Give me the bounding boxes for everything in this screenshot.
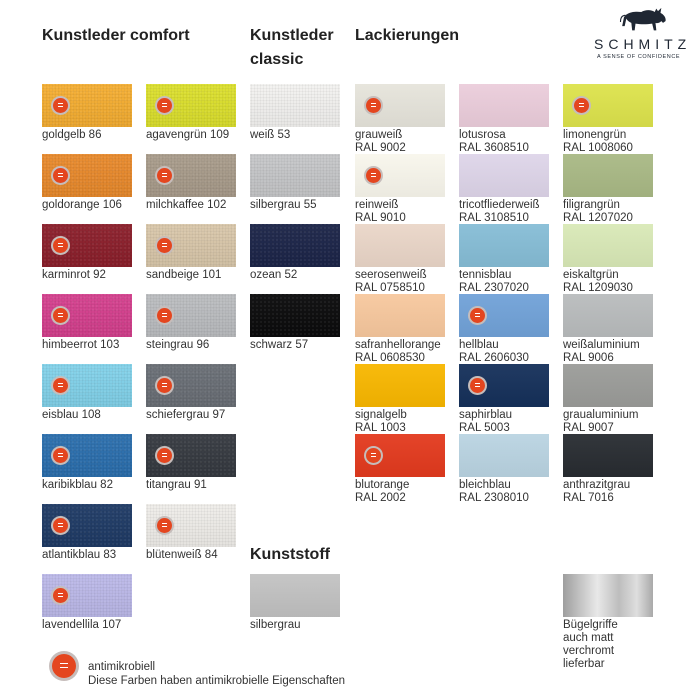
swatch-label	[459, 479, 529, 505]
color-chip	[146, 224, 236, 267]
ral-code: RAL 1003	[355, 422, 406, 434]
color-chip	[250, 574, 340, 617]
swatch-name: goldorange 106	[42, 199, 122, 211]
swatch-ozean-52	[250, 224, 354, 294]
swatch-name: karibikblau 82	[42, 479, 113, 491]
swatch-weissaluminium	[563, 294, 667, 364]
color-chip	[42, 434, 132, 477]
swatch-schiefergrau-97	[146, 364, 250, 434]
note-line: lieferbar	[563, 658, 605, 670]
chrome-handles-note	[563, 619, 618, 671]
color-chip	[563, 434, 653, 477]
color-chip	[250, 154, 340, 197]
antimicrobial-icon	[155, 516, 174, 535]
ral-code: RAL 2308010	[459, 492, 529, 504]
swatch-tricotfliederweiss	[459, 154, 563, 224]
swatch-label	[563, 479, 630, 505]
swatch-kunststoff-silbergrau	[250, 574, 354, 644]
swatch-name: schwarz 57	[250, 339, 309, 351]
swatch-goldorange-106	[42, 154, 146, 224]
brand-tagline: A SENSE OF CONFIDENCE	[597, 54, 681, 60]
color-chip	[42, 294, 132, 337]
antimicrobial-icon	[364, 166, 383, 185]
swatch-hellblau	[459, 294, 563, 364]
legend	[88, 660, 345, 688]
color-chip	[250, 224, 340, 267]
swatch-name: limonengrün	[563, 129, 627, 141]
swatch-agavengruen-109	[146, 84, 250, 154]
swatch-name: eisblau 108	[42, 409, 101, 421]
brand-logo	[590, 4, 694, 64]
swatch-atlantikblau-83	[42, 504, 146, 574]
ral-code: RAL 7016	[563, 492, 614, 504]
ral-code: RAL 2606030	[459, 352, 529, 364]
ral-code: RAL 1008060	[563, 142, 633, 154]
swatch-name: filigrangrün	[563, 199, 620, 211]
color-chip	[146, 504, 236, 547]
swatch-name: graualuminium	[563, 409, 639, 421]
swatch-safranhellorange	[355, 294, 459, 364]
swatch-chrome-handles	[563, 574, 667, 674]
swatch-seerosenweiss	[355, 224, 459, 294]
color-chip	[146, 294, 236, 337]
color-chip	[563, 154, 653, 197]
swatch-name: grauweiß	[355, 129, 403, 141]
antimicrobial-icon	[49, 651, 79, 681]
color-chip	[42, 574, 132, 617]
swatch-filigrangruen	[563, 154, 667, 224]
swatch-eiskaltgruen	[563, 224, 667, 294]
swatch-graualuminium	[563, 364, 667, 434]
color-chip	[42, 224, 132, 267]
swatch-reinweiss	[355, 154, 459, 224]
ral-code: RAL 2307020	[459, 282, 529, 294]
swatch-sandbeige-101	[146, 224, 250, 294]
swatch-name: sandbeige 101	[146, 269, 222, 281]
swatch-name: steingrau 96	[146, 339, 210, 351]
color-chip	[563, 224, 653, 267]
swatch-silbergrau-55	[250, 154, 354, 224]
color-chip	[355, 364, 445, 407]
color-chip	[563, 84, 653, 127]
swatch-label	[355, 129, 406, 155]
swatch-steingrau-96	[146, 294, 250, 364]
antimicrobial-icon	[51, 306, 70, 325]
swatch-bleichblau	[459, 434, 563, 504]
ral-code: RAL 0608530	[355, 352, 425, 364]
note-line: verchromt	[563, 645, 615, 657]
ral-code: RAL 2002	[355, 492, 406, 504]
antimicrobial-icon	[51, 96, 70, 115]
color-chip	[355, 294, 445, 337]
antimicrobial-icon	[155, 306, 174, 325]
swatch-name: tricotfliederweiß	[459, 199, 540, 211]
ral-code: RAL 3108510	[459, 212, 529, 224]
swatch-karibikblau-82	[42, 434, 146, 504]
swatch-lotusrosa	[459, 84, 563, 154]
swatch-milchkaffee-102	[146, 154, 250, 224]
swatch-label	[355, 199, 406, 225]
ral-code: RAL 9006	[563, 352, 614, 364]
swatch-schwarz-57	[250, 294, 354, 364]
color-chip	[42, 504, 132, 547]
swatch-label	[355, 409, 407, 435]
antimicrobial-icon	[51, 376, 70, 395]
swatch-weiss-53	[250, 84, 354, 154]
swatch-name: weißaluminium	[563, 339, 640, 351]
swatch-label	[563, 199, 633, 225]
note-line: Bügelgriffe	[563, 619, 618, 631]
ral-code: RAL 9010	[355, 212, 406, 224]
swatch-name: blütenweiß 84	[146, 549, 218, 561]
ral-code: RAL 0758510	[355, 282, 425, 294]
antimicrobial-icon	[51, 166, 70, 185]
ral-code: RAL 9002	[355, 142, 406, 154]
color-chip	[355, 84, 445, 127]
swatch-name: lavendellila 107	[42, 619, 122, 631]
antimicrobial-icon	[364, 96, 383, 115]
antimicrobial-icon	[155, 376, 174, 395]
swatch-name: atlantikblau 83	[42, 549, 117, 561]
ral-code: RAL 9007	[563, 422, 614, 434]
swatch-label	[459, 409, 512, 435]
heading-kunststoff: Kunststoff	[250, 546, 330, 563]
swatch-label	[459, 269, 529, 295]
color-chip	[563, 294, 653, 337]
color-chip	[146, 434, 236, 477]
swatch-name: silbergrau 55	[250, 199, 317, 211]
antimicrobial-icon	[51, 446, 70, 465]
color-chip	[146, 84, 236, 127]
color-chip	[355, 154, 445, 197]
swatch-name: reinweiß	[355, 199, 399, 211]
swatch-label	[563, 339, 640, 365]
ral-code: RAL 1207020	[563, 212, 633, 224]
color-chip	[42, 364, 132, 407]
ral-code: RAL 5003	[459, 422, 510, 434]
color-chip	[459, 364, 549, 407]
swatch-himbeerrot-103	[42, 294, 146, 364]
swatch-blutorange	[355, 434, 459, 504]
antimicrobial-icon	[155, 166, 174, 185]
swatch-eisblau-108	[42, 364, 146, 434]
heading-kunstleder-comfort: Kunstleder comfort	[42, 27, 190, 44]
antimicrobial-icon	[468, 376, 487, 395]
heading-lackierungen: Lackierungen	[355, 27, 460, 44]
color-chip	[146, 364, 236, 407]
swatch-lavendellila-107	[42, 574, 146, 644]
color-chip	[563, 364, 653, 407]
legend-description: Diese Farben haben antimikrobielle Eigenschaften	[88, 675, 345, 687]
color-chip	[459, 154, 549, 197]
swatch-karminrot-92	[42, 224, 146, 294]
swatch-name: ozean 52	[250, 269, 298, 281]
color-chip	[459, 294, 549, 337]
swatch-name: milchkaffee 102	[146, 199, 227, 211]
swatch-name: safranhellorange	[355, 339, 441, 351]
antimicrobial-icon	[364, 446, 383, 465]
bull-icon	[618, 6, 668, 33]
color-chip	[146, 154, 236, 197]
swatch-name: karminrot 92	[42, 269, 106, 281]
swatch-name: hellblau	[459, 339, 499, 351]
swatch-name: weiß 53	[250, 129, 291, 141]
color-chip	[355, 434, 445, 477]
antimicrobial-icon	[155, 96, 174, 115]
swatch-name: himbeerrot 103	[42, 339, 120, 351]
swatch-grauweiss	[355, 84, 459, 154]
swatch-saphirblau	[459, 364, 563, 434]
ral-code: RAL 3608510	[459, 142, 529, 154]
swatch-label	[563, 129, 633, 155]
note-line: auch matt	[563, 632, 614, 644]
swatch-name: anthrazitgrau	[563, 479, 631, 491]
swatch-name: goldgelb 86	[42, 129, 102, 141]
antimicrobial-icon	[572, 96, 591, 115]
swatch-name: tennisblau	[459, 269, 512, 281]
color-chip	[250, 294, 340, 337]
swatch-name: blutorange	[355, 479, 410, 491]
swatch-name: eiskaltgrün	[563, 269, 619, 281]
swatch-label	[459, 339, 529, 365]
antimicrobial-icon	[51, 586, 70, 605]
antimicrobial-icon	[51, 236, 70, 255]
ral-code: RAL 1209030	[563, 282, 633, 294]
swatch-name: saphirblau	[459, 409, 513, 421]
swatch-label	[355, 479, 409, 505]
swatch-name: schiefergrau 97	[146, 409, 226, 421]
swatch-name: seerosenweiß	[355, 269, 427, 281]
color-chip	[459, 434, 549, 477]
swatch-label	[563, 269, 633, 295]
legend-title: antimikrobiell	[88, 661, 156, 673]
color-chip	[459, 224, 549, 267]
swatch-name: signalgelb	[355, 409, 407, 421]
swatch-name: titangrau 91	[146, 479, 207, 491]
color-chip	[459, 84, 549, 127]
swatch-label	[563, 409, 638, 435]
swatch-tennisblau	[459, 224, 563, 294]
swatch-bluetenweiss-84	[146, 504, 250, 574]
swatch-label	[459, 199, 540, 225]
color-chip	[563, 574, 653, 617]
color-chip	[42, 154, 132, 197]
brand-name: SCHMITZ	[594, 36, 692, 52]
heading-kunstleder-classic: Kunstleder classic	[250, 27, 334, 68]
swatch-signalgelb	[355, 364, 459, 434]
antimicrobial-icon	[51, 516, 70, 535]
swatch-goldgelb-86	[42, 84, 146, 154]
swatch-label	[355, 339, 441, 365]
color-chip	[250, 84, 340, 127]
swatch-name: bleichblau	[459, 479, 511, 491]
swatch-label	[355, 269, 427, 295]
color-chip	[42, 84, 132, 127]
antimicrobial-icon	[468, 306, 487, 325]
swatch-anthrazitgrau	[563, 434, 667, 504]
swatch-titangrau-91	[146, 434, 250, 504]
color-chip	[355, 224, 445, 267]
swatch-name: silbergrau	[250, 619, 301, 631]
swatch-label	[459, 129, 529, 155]
swatch-name: lotusrosa	[459, 129, 506, 141]
swatch-name: agavengrün 109	[146, 129, 230, 141]
antimicrobial-icon	[155, 446, 174, 465]
antimicrobial-icon	[155, 236, 174, 255]
swatch-limonengruen	[563, 84, 667, 154]
